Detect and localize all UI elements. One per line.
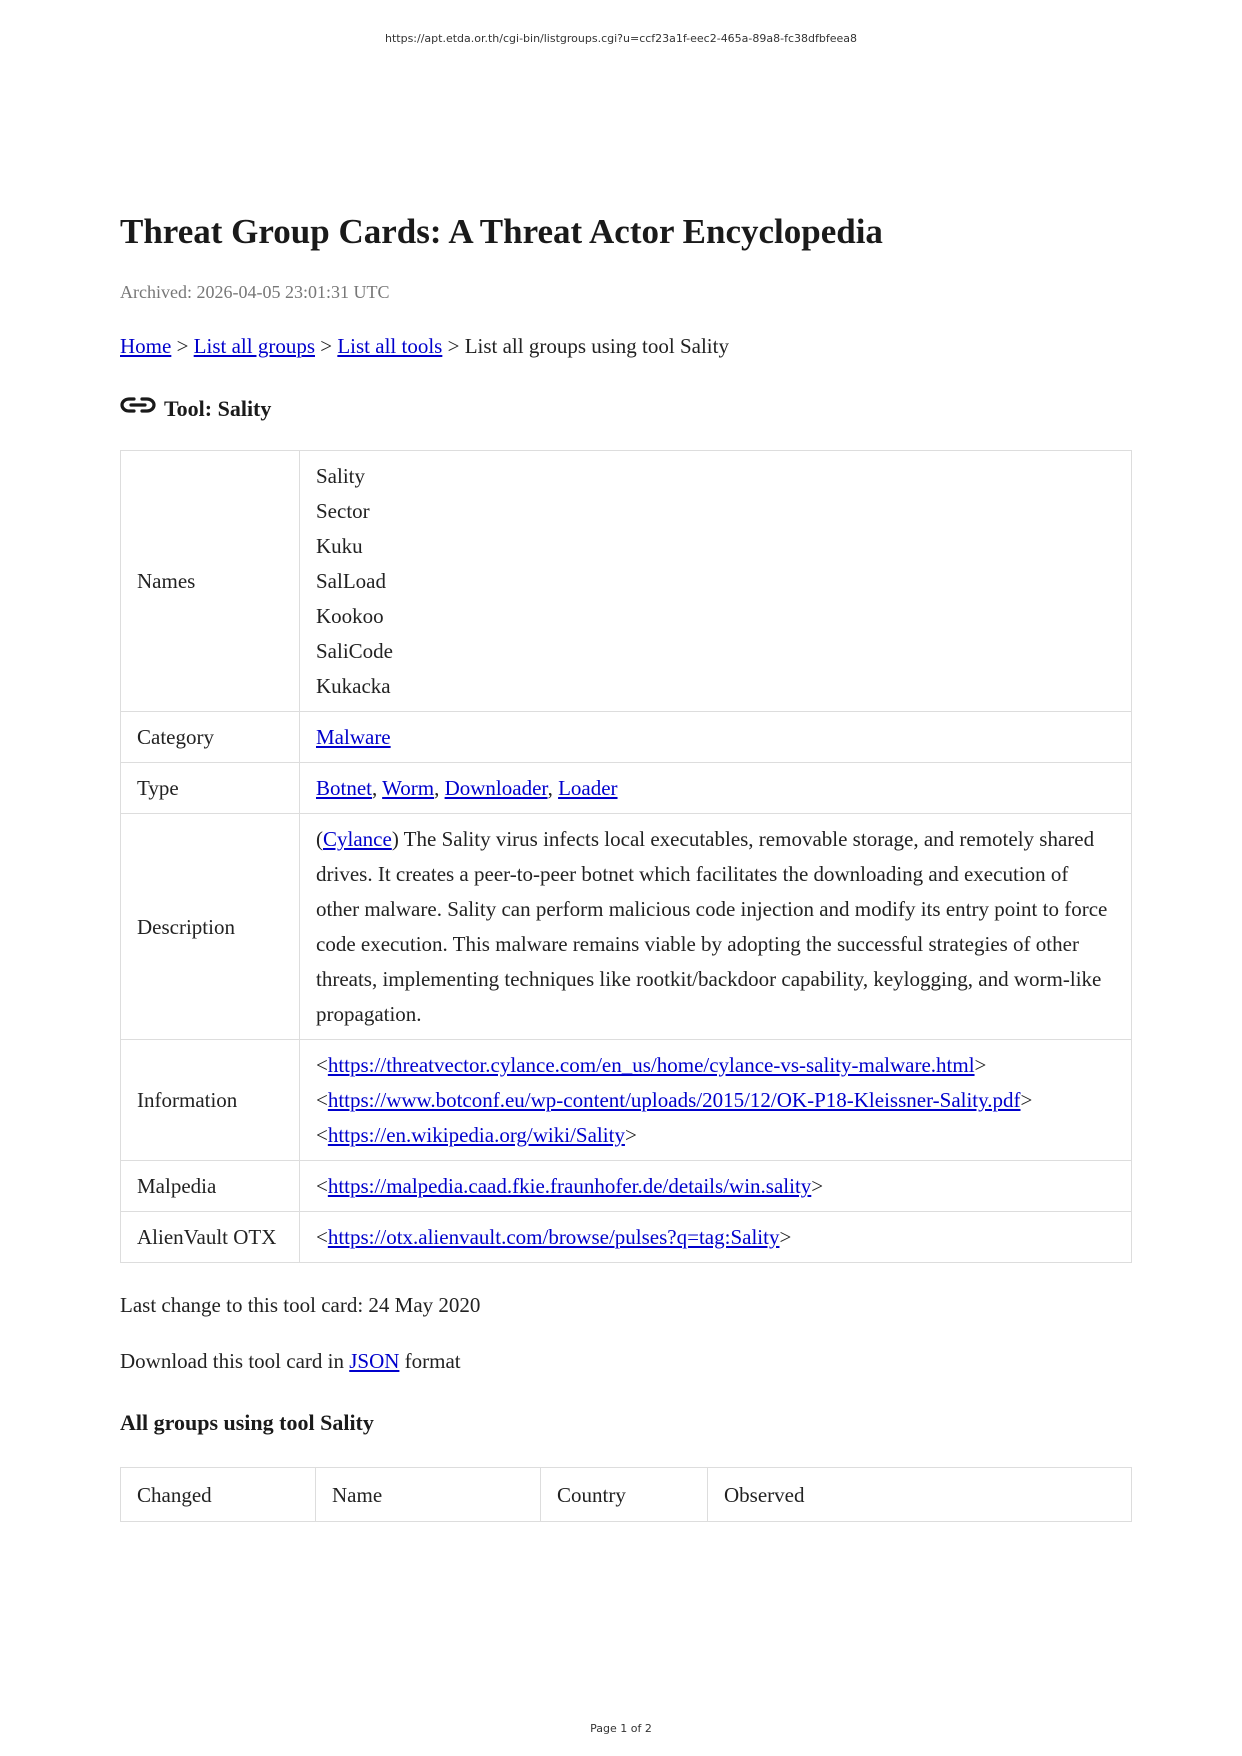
otx-cell [300, 1212, 1132, 1263]
information-item [316, 1118, 1115, 1153]
breadcrumb-home-link[interactable]: Home [120, 334, 172, 358]
information-link[interactable]: https://www.botconf.eu/wp-content/uploads/2015/12/OK-P18-Kleissner-Sality.pdf [327, 1088, 1021, 1112]
row-category [121, 712, 1132, 763]
description-label: Description [121, 814, 300, 1040]
row-malpedia [121, 1161, 1132, 1212]
name-item: Sality [316, 464, 366, 488]
archived-timestamp: Archived: 2026-04-05 23:01:31 UTC [120, 282, 390, 302]
description-source-link[interactable]: Cylance [323, 827, 392, 851]
column-header-changed[interactable]: Changed [121, 1468, 316, 1522]
breadcrumb-groups-link[interactable]: List all groups [193, 334, 315, 358]
angle-open: < [316, 1225, 328, 1249]
tool-heading [120, 392, 1132, 422]
name-item: SaliCode [316, 639, 393, 663]
names-label: Names [121, 451, 300, 712]
download-prefix: Download this tool card in [120, 1349, 344, 1373]
malpedia-label: Malpedia [121, 1161, 300, 1212]
angle-open: < [316, 1174, 328, 1198]
tool-heading-text: Tool: Sality [164, 396, 272, 421]
print-url: https://apt.etda.or.th/cgi-bin/listgroups.cgi?u=ccf23a1f-eec2-465a-89a8-fc38dfbfeea8 [384, 32, 858, 45]
angle-open: < [316, 1088, 328, 1112]
row-information [121, 1040, 1132, 1161]
category-link[interactable]: Malware [316, 725, 391, 749]
type-link-worm[interactable]: Worm [382, 776, 435, 800]
angle-close: > [974, 1053, 987, 1077]
angle-close: > [811, 1174, 824, 1198]
type-link-downloader[interactable]: Downloader [444, 776, 548, 800]
information-link[interactable]: https://threatvector.cylance.com/en_us/home/cylance-vs-sality-malware.html [327, 1053, 975, 1077]
description-paren: ( [316, 827, 323, 851]
row-description [121, 814, 1132, 1040]
groups-section-heading: All groups using tool Sality [120, 1410, 374, 1435]
breadcrumb [120, 332, 1132, 360]
angle-close: > [1020, 1088, 1033, 1112]
description-cell [300, 814, 1132, 1040]
tool-card-table [120, 450, 1132, 1263]
breadcrumb-current: List all groups using tool Sality [464, 334, 729, 358]
information-link[interactable]: https://en.wikipedia.org/wiki/Sality [327, 1123, 625, 1147]
column-header-country[interactable]: Country [541, 1468, 708, 1522]
information-item [316, 1048, 1115, 1083]
column-header-observed[interactable]: Observed [708, 1468, 1132, 1522]
row-otx [121, 1212, 1132, 1263]
groups-table [120, 1467, 1132, 1522]
angle-close: > [624, 1123, 637, 1147]
names-cell [300, 451, 1132, 712]
download-line [120, 1347, 1132, 1375]
row-type [121, 763, 1132, 814]
name-item: Kookoo [316, 604, 384, 628]
type-cell [300, 763, 1132, 814]
page-title: Threat Group Cards: A Threat Actor Encyclopedia [120, 212, 883, 251]
type-label: Type [121, 763, 300, 814]
type-link-botnet[interactable]: Botnet [316, 776, 372, 800]
breadcrumb-separator: > [320, 334, 333, 358]
otx-link[interactable]: https://otx.alienvault.com/browse/pulses?q=tag:Sality [327, 1225, 780, 1249]
malpedia-cell [300, 1161, 1132, 1212]
malpedia-link[interactable]: https://malpedia.caad.fkie.fraunhofer.de/details/win.sality [327, 1174, 812, 1198]
angle-open: < [316, 1053, 328, 1077]
download-suffix: format [404, 1349, 461, 1373]
name-item: Kuku [316, 534, 363, 558]
description-text: ) The Sality virus infects local executables, removable storage, and remotely shared drives. It creates a peer-to-peer botnet which facilitates the downloading and execution of other malware. Sality can perform malicious code injection and modify its entry point to force code execution. This malware remains viable by adopting the successful strategies of other threats, implementing techniques like rootkit/backdoor capability, keylogging, and worm-like propagation. [316, 827, 1108, 1026]
last-change-text: Last change to this tool card: 24 May 2020 [120, 1293, 481, 1317]
category-label: Category [121, 712, 300, 763]
column-header-name[interactable]: Name [316, 1468, 541, 1522]
name-item: Kukacka [316, 674, 391, 698]
json-download-link[interactable]: JSON [349, 1349, 400, 1373]
breadcrumb-tools-link[interactable]: List all tools [337, 334, 443, 358]
breadcrumb-separator: > [176, 334, 189, 358]
otx-label: AlienVault OTX [121, 1212, 300, 1263]
breadcrumb-separator: > [447, 334, 460, 358]
angle-close: > [779, 1225, 792, 1249]
information-cell [300, 1040, 1132, 1161]
row-names [121, 451, 1132, 712]
type-separator: , [372, 776, 378, 800]
information-label: Information [121, 1040, 300, 1161]
name-item: Sector [316, 499, 370, 523]
page-number: Page 1 of 2 [590, 1722, 652, 1735]
angle-open: < [316, 1123, 328, 1147]
groups-header-row [121, 1468, 1132, 1522]
type-separator: , [434, 776, 440, 800]
link-icon [120, 392, 158, 422]
type-link-loader[interactable]: Loader [558, 776, 618, 800]
type-separator: , [547, 776, 553, 800]
category-cell [300, 712, 1132, 763]
information-item [316, 1083, 1115, 1118]
main-content [120, 210, 1132, 1522]
name-item: SalLoad [316, 569, 386, 593]
